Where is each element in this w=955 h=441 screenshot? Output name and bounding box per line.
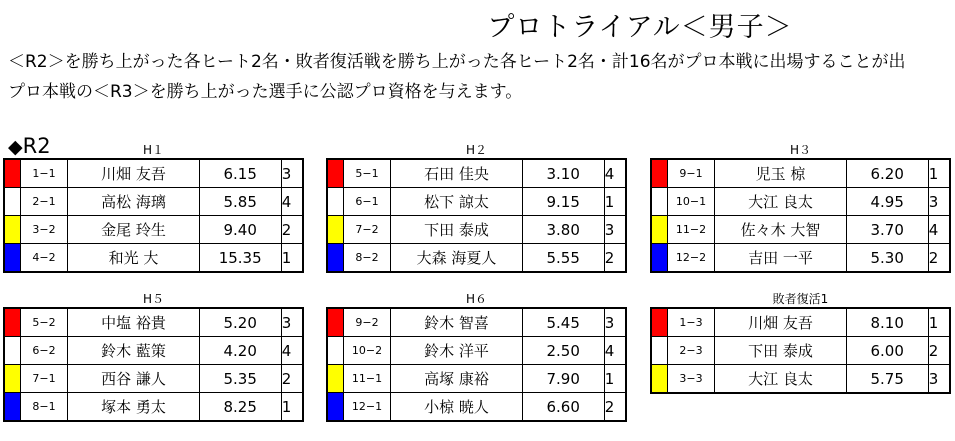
heat-label: H１ — [142, 143, 165, 157]
entry-code: 9−1 — [667, 159, 715, 188]
entry-code: 11−2 — [667, 216, 715, 244]
time-value: 4.20 — [199, 337, 281, 365]
rank-value: 3 — [281, 308, 303, 337]
player-name: 川畑 友吾 — [715, 308, 846, 337]
entry-code: 3−3 — [667, 365, 715, 394]
entry-code: 12−1 — [343, 393, 391, 422]
table-row — [4, 337, 303, 365]
time-value: 9.40 — [199, 216, 281, 244]
entry-code: 9−2 — [343, 308, 391, 337]
player-name: 鈴木 洋平 — [391, 337, 522, 365]
player-name: 金尾 玲生 — [68, 216, 199, 244]
rank-value: 2 — [928, 337, 950, 365]
heat-table — [650, 307, 951, 394]
table-row — [4, 216, 303, 244]
entry-code: 10−2 — [343, 337, 391, 365]
time-value: 8.25 — [199, 393, 281, 422]
rank-value: 3 — [604, 216, 626, 244]
rank-value: 1 — [281, 244, 303, 273]
rank-value: 1 — [928, 308, 950, 337]
heat-label: H２ — [465, 143, 488, 157]
table-row — [327, 159, 626, 188]
entry-code: 7−2 — [343, 216, 391, 244]
player-name: 鈴木 智喜 — [391, 308, 522, 337]
rank-value: 1 — [281, 393, 303, 422]
lane-color-swatch — [4, 393, 20, 422]
entry-code: 1−3 — [667, 308, 715, 337]
time-value: 7.90 — [522, 365, 604, 393]
table-row — [4, 308, 303, 337]
player-name: 下田 泰成 — [391, 216, 522, 244]
entry-code: 7−1 — [20, 365, 68, 393]
table-row — [327, 365, 626, 393]
entry-code: 6−1 — [343, 188, 391, 216]
heat-table — [3, 158, 304, 273]
time-value: 2.50 — [522, 337, 604, 365]
player-name: 西谷 謙人 — [68, 365, 199, 393]
table-row — [4, 393, 303, 422]
lane-color-swatch — [327, 365, 343, 393]
time-value: 4.95 — [846, 188, 928, 216]
time-value: 3.80 — [522, 216, 604, 244]
lane-color-swatch — [4, 308, 20, 337]
entry-code: 2−1 — [20, 188, 68, 216]
heat-table — [326, 158, 627, 273]
player-name: 川畑 友吾 — [68, 159, 199, 188]
time-value: 5.35 — [199, 365, 281, 393]
rank-value: 4 — [928, 216, 950, 244]
time-value: 3.10 — [522, 159, 604, 188]
time-value: 6.00 — [846, 337, 928, 365]
entry-code: 12−2 — [667, 244, 715, 273]
heat-label: H５ — [142, 292, 165, 306]
table-row — [651, 365, 950, 394]
rank-value: 2 — [604, 244, 626, 273]
rank-value: 2 — [281, 365, 303, 393]
rank-value: 3 — [928, 188, 950, 216]
rank-value: 3 — [281, 159, 303, 188]
player-name: 松下 諒太 — [391, 188, 522, 216]
entry-code: 8−1 — [20, 393, 68, 422]
player-name: 和光 大 — [68, 244, 199, 273]
table-row — [651, 244, 950, 273]
lane-color-swatch — [651, 216, 667, 244]
rank-value: 4 — [281, 188, 303, 216]
time-value: 3.70 — [846, 216, 928, 244]
rank-value: 2 — [928, 244, 950, 273]
lane-color-swatch — [327, 393, 343, 422]
lane-color-swatch — [327, 188, 343, 216]
time-value: 5.20 — [199, 308, 281, 337]
lane-color-swatch — [4, 365, 20, 393]
description-line-1: ＜R2＞を勝ち上がった各ヒート2名・敗者復活戦を勝ち上がった各ヒート2名・計16名がプロ本戦に出場することが出 — [8, 52, 906, 72]
time-value: 5.85 — [199, 188, 281, 216]
time-value: 6.60 — [522, 393, 604, 422]
player-name: 下田 泰成 — [715, 337, 846, 365]
time-value: 15.35 — [199, 244, 281, 273]
time-value: 5.55 — [522, 244, 604, 273]
heat-table — [326, 307, 627, 422]
heat-label: 敗者復活1 — [772, 292, 829, 306]
lane-color-swatch — [4, 337, 20, 365]
table-row — [327, 188, 626, 216]
table-row — [651, 308, 950, 337]
table-row — [651, 188, 950, 216]
rank-value: 1 — [604, 365, 626, 393]
entry-code: 5−2 — [20, 308, 68, 337]
entry-code: 4−2 — [20, 244, 68, 273]
time-value: 5.75 — [846, 365, 928, 394]
table-row — [4, 365, 303, 393]
heat-label: H６ — [465, 292, 488, 306]
player-name: 佐々木 大智 — [715, 216, 846, 244]
rank-value: 4 — [281, 337, 303, 365]
table-row — [327, 244, 626, 273]
heat-table — [650, 158, 951, 273]
lane-color-swatch — [4, 216, 20, 244]
time-value: 5.30 — [846, 244, 928, 273]
heat-table — [3, 307, 304, 422]
section-label: R2 — [22, 134, 51, 158]
table-row — [327, 308, 626, 337]
lane-color-swatch — [4, 244, 20, 273]
entry-code: 3−2 — [20, 216, 68, 244]
entry-code: 1−1 — [20, 159, 68, 188]
lane-color-swatch — [4, 159, 20, 188]
table-row — [4, 244, 303, 273]
rank-value: 2 — [604, 393, 626, 422]
table-row — [4, 159, 303, 188]
rank-value: 2 — [281, 216, 303, 244]
heat-label: H３ — [789, 143, 812, 157]
player-name: 高松 海璃 — [68, 188, 199, 216]
time-value: 6.20 — [846, 159, 928, 188]
lane-color-swatch — [327, 216, 343, 244]
time-value: 6.15 — [199, 159, 281, 188]
entry-code: 2−3 — [667, 337, 715, 365]
table-row — [327, 216, 626, 244]
lane-color-swatch — [4, 188, 20, 216]
lane-color-swatch — [651, 188, 667, 216]
table-row — [327, 337, 626, 365]
table-row — [327, 393, 626, 422]
time-value: 5.45 — [522, 308, 604, 337]
entry-code: 6−2 — [20, 337, 68, 365]
player-name: 児玉 椋 — [715, 159, 846, 188]
player-name: 吉田 一平 — [715, 244, 846, 273]
table-row — [651, 216, 950, 244]
table-row — [651, 159, 950, 188]
player-name: 鈴木 藍策 — [68, 337, 199, 365]
lane-color-swatch — [651, 308, 667, 337]
entry-code: 10−1 — [667, 188, 715, 216]
time-value: 9.15 — [522, 188, 604, 216]
rank-value: 4 — [604, 337, 626, 365]
player-name: 大江 良太 — [715, 188, 846, 216]
lane-color-swatch — [651, 159, 667, 188]
lane-color-swatch — [651, 337, 667, 365]
rank-value: 1 — [604, 188, 626, 216]
player-name: 大江 良太 — [715, 365, 846, 394]
entry-code: 8−2 — [343, 244, 391, 273]
rank-value: 4 — [604, 159, 626, 188]
player-name: 中塩 裕貴 — [68, 308, 199, 337]
table-row — [4, 188, 303, 216]
player-name: 高塚 康裕 — [391, 365, 522, 393]
entry-code: 11−1 — [343, 365, 391, 393]
lane-color-swatch — [327, 308, 343, 337]
table-row — [651, 337, 950, 365]
player-name: 大森 海夏人 — [391, 244, 522, 273]
lane-color-swatch — [651, 244, 667, 273]
player-name: 石田 佳央 — [391, 159, 522, 188]
lane-color-swatch — [327, 337, 343, 365]
lane-color-swatch — [327, 244, 343, 273]
page-title: プロトライアル＜男子＞ — [487, 12, 793, 43]
rank-value: 3 — [928, 365, 950, 394]
lane-color-swatch — [651, 365, 667, 394]
diamond-icon: ◆ — [8, 136, 23, 158]
lane-color-swatch — [327, 159, 343, 188]
rank-value: 3 — [604, 308, 626, 337]
rank-value: 1 — [928, 159, 950, 188]
entry-code: 5−1 — [343, 159, 391, 188]
player-name: 小椋 暁人 — [391, 393, 522, 422]
description-line-2: プロ本戦の＜R3＞を勝ち上がった選手に公認プロ資格を与えます。 — [8, 82, 523, 102]
time-value: 8.10 — [846, 308, 928, 337]
player-name: 塚本 勇太 — [68, 393, 199, 422]
